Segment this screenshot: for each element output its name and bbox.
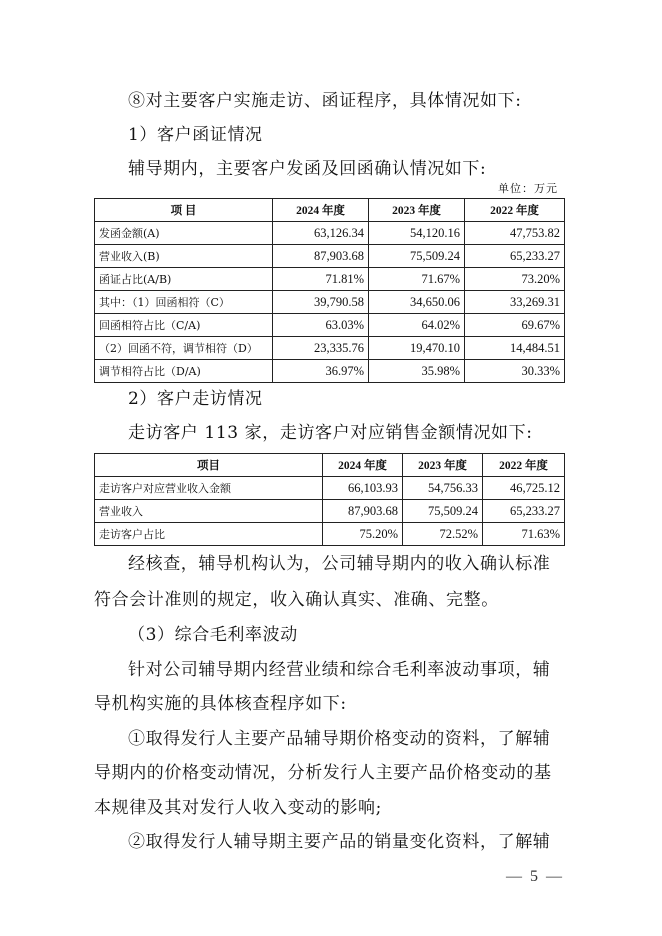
row-label: 其中：（1）回函相符（C） [95,291,273,314]
table-header-row [95,199,565,222]
paragraph-conclusion-line2: 符合会计准则的规定，收入确认真实、准确、完整。 [94,590,499,610]
table-row [95,245,565,268]
cell-value: 72.52% [403,523,483,546]
header-2024: 2024 年度 [273,199,369,222]
paragraph-visit-intro: 走访客户 113 家，走访客户对应销售金额情况如下: [128,423,533,443]
row-label: 函证占比(A/B) [95,268,273,291]
header-2022: 2022 年度 [465,199,565,222]
page-number: — 5 — [506,868,564,885]
row-label: 走访客户占比 [95,523,323,546]
cell-value: 54,756.33 [403,477,483,500]
cell-value: 54,120.16 [369,222,465,245]
heading-customer-visit: 2）客户走访情况 [128,389,263,409]
cell-value: 71.63% [483,523,565,546]
header-2023: 2023 年度 [369,199,465,222]
cell-value: 66,103.93 [323,477,403,500]
header-2023: 2023 年度 [403,454,483,477]
cell-value: 71.67% [369,268,465,291]
confirmation-table [94,198,565,383]
cell-value: 87,903.68 [323,500,403,523]
cell-value: 34,650.06 [369,291,465,314]
cell-value: 73.20% [465,268,565,291]
heading-gross-margin: （3）综合毛利率波动 [128,625,298,645]
cell-value: 69.67% [465,314,565,337]
table-header-row [95,454,565,477]
paragraph-procedures-line2: 导机构实施的具体核查程序如下: [94,694,347,714]
paragraph-item1-line3: 本规律及其对发行人收入变动的影响; [94,798,382,818]
cell-value: 39,790.58 [273,291,369,314]
paragraph-item1-line2: 导期内的价格变动情况，分析发行人主要产品价格变动的基 [94,763,552,783]
table-row [95,523,565,546]
cell-value: 30.33% [465,360,565,383]
table-row [95,268,565,291]
paragraph-item2-line1: ②取得发行人辅导期主要产品的销量变化资料，了解辅 [128,832,551,852]
row-label: 营业收入(B) [95,245,273,268]
table-row [95,477,565,500]
row-label: 营业收入 [95,500,323,523]
table-row [95,337,565,360]
cell-value: 63.03% [273,314,369,337]
table-row [95,500,565,523]
paragraph-confirmation-intro: 辅导期内，主要客户发函及回函确认情况如下: [128,159,487,179]
header-2024: 2024 年度 [323,454,403,477]
row-label: （2）回函不符，调节相符（D） [95,337,273,360]
cell-value: 33,269.31 [465,291,565,314]
heading-customer-confirmation: 1）客户函证情况 [128,125,263,145]
cell-value: 75,509.24 [369,245,465,268]
row-label: 走访客户对应营业收入金额 [95,477,323,500]
cell-value: 75.20% [323,523,403,546]
header-2022: 2022 年度 [483,454,565,477]
row-label: 调节相符占比（D/A) [95,360,273,383]
paragraph-procedures-line1: 针对公司辅导期内经营业绩和综合毛利率波动事项，辅 [128,660,551,680]
paragraph-conclusion-line1: 经核查，辅导机构认为，公司辅导期内的收入确认标准 [128,554,551,574]
cell-value: 75,509.24 [403,500,483,523]
cell-value: 71.81% [273,268,369,291]
visit-table [94,453,565,546]
table-row [95,360,565,383]
cell-value: 23,335.76 [273,337,369,360]
cell-value: 63,126.34 [273,222,369,245]
paragraph-intro-visit-confirm: ⑧对主要客户实施走访、函证程序，具体情况如下: [128,91,522,111]
table-row [95,222,565,245]
row-label: 回函相符占比（C/A) [95,314,273,337]
paragraph-item1-line1: ①取得发行人主要产品辅导期价格变动的资料，了解辅 [128,729,551,749]
cell-value: 35.98% [369,360,465,383]
unit-label: 单位：万元 [498,182,558,195]
cell-value: 46,725.12 [483,477,565,500]
cell-value: 47,753.82 [465,222,565,245]
cell-value: 14,484.51 [465,337,565,360]
cell-value: 64.02% [369,314,465,337]
header-item: 项目 [95,454,323,477]
cell-value: 19,470.10 [369,337,465,360]
header-item: 项 目 [95,199,273,222]
cell-value: 87,903.68 [273,245,369,268]
table-row [95,314,565,337]
row-label: 发函金额(A) [95,222,273,245]
table-row [95,291,565,314]
cell-value: 65,233.27 [465,245,565,268]
cell-value: 65,233.27 [483,500,565,523]
cell-value: 36.97% [273,360,369,383]
